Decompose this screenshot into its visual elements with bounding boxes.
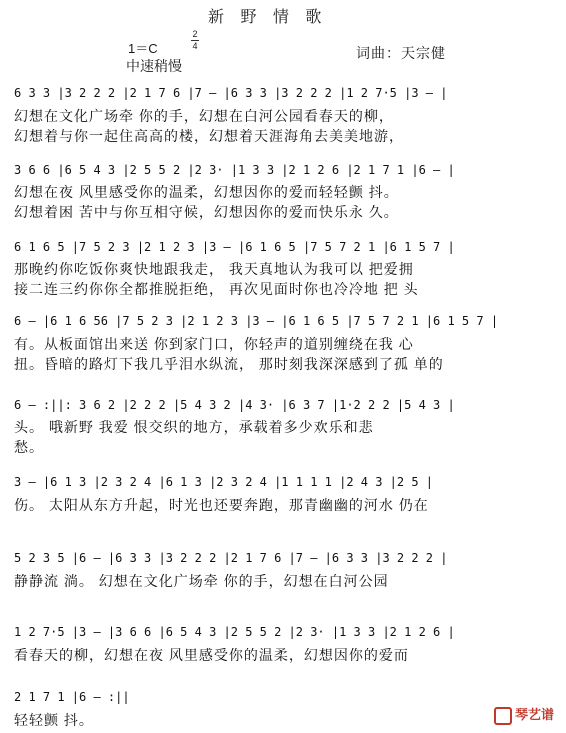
watermark-logo bbox=[494, 704, 554, 725]
lyric-line: 幻想着困 苦中与你互相守候，幻想因你的爱而快乐永 久。 bbox=[14, 204, 399, 220]
lyric-line: 接二连三约你你全都推脱拒绝， 再次见面时你也冷冷地 把 头 bbox=[14, 281, 419, 297]
lyric-line: 有。从板面馆出来送 你到家门口，你轻声的道别缠绕在我 心 bbox=[14, 336, 414, 352]
lyric-line: 幻想在文化广场牵 你的手，幻想在白河公园看春天的柳， bbox=[14, 108, 394, 124]
lyric-line: 扭。昏暗的路灯下我几乎泪水纵流， 那时刻我深深感到了孤 单的 bbox=[14, 356, 444, 372]
lyric-line: 看春天的柳，幻想在夜 风里感受你的温柔，幻想因你的爱而 bbox=[14, 647, 409, 663]
watermark-text: 琴艺谱 bbox=[514, 707, 554, 723]
lyric-line: 轻轻颤 抖。 bbox=[14, 712, 94, 728]
lyric-line: 幻想着与你一起住高高的楼，幻想着天涯海角去美美地游， bbox=[14, 128, 404, 144]
time-signature bbox=[190, 30, 200, 51]
music-line: 6 — |6 1 6 56 |7 5 2 3 |2 1 2 3 |3 — |6 1 6 5 |7 5 7 2 1 |6 1 5 7 | bbox=[14, 314, 499, 328]
credits: 词曲：天宗健 bbox=[356, 45, 446, 61]
music-line: 3 — |6 1 3 |2 3 2 4 |6 1 3 |2 3 2 4 |1 1 1 1 |2 4 3 |2 5 | bbox=[14, 475, 434, 489]
lyric-line: 静静流 淌。 幻想在文化广场牵 你的手，幻想在白河公园 bbox=[14, 573, 389, 589]
tempo-marking: 中速稍慢 bbox=[126, 58, 182, 74]
music-line: 6 — :||: 3 6 2 |2 2 2 |5 4 3 2 |4 3· |6 3 7 |1·2 2 2 |5 4 3 | bbox=[14, 398, 455, 412]
song-title: 新 野 情 歌 bbox=[208, 9, 328, 26]
lyric-line: 头。 哦新野 我爱 恨交织的地方，承载着多少欢乐和悲 bbox=[14, 419, 374, 435]
music-line: 2 1 7 1 |6 — :|| bbox=[14, 690, 130, 704]
time-signature-top: 2 bbox=[192, 29, 198, 39]
music-line: 6 1 6 5 |7 5 2 3 |2 1 2 3 |3 — |6 1 6 5 |7 5 7 2 1 |6 1 5 7 | bbox=[14, 240, 455, 254]
lyric-line: 幻想在夜 风里感受你的温柔，幻想因你的爱而轻轻颤 抖。 bbox=[14, 184, 399, 200]
time-signature-bottom: 4 bbox=[192, 41, 198, 51]
lyric-line: 伤。 太阳从东方升起，时光也还要奔跑，那青幽幽的河水 仍在 bbox=[14, 497, 429, 513]
lyric-line: 那晚约你吃饭你爽快地跟我走， 我天真地认为我可以 把爱拥 bbox=[14, 261, 414, 277]
music-line: 1 2 7·5 |3 — |3 6 6 |6 5 4 3 |2 5 5 2 |2 3· |1 3 3 |2 1 2 6 | bbox=[14, 625, 455, 639]
music-line: 6 3 3 |3 2 2 2 |2 1 7 6 |7 — |6 3 3 |3 2 2 2 |1 2 7·5 |3 — | bbox=[14, 86, 448, 100]
key-signature: 1＝C bbox=[128, 41, 158, 56]
logo-icon bbox=[494, 707, 512, 725]
music-line: 3 6 6 |6 5 4 3 |2 5 5 2 |2 3· |1 3 3 |2 1 2 6 |2 1 7 1 |6 — | bbox=[14, 163, 455, 177]
music-line: 5 2 3 5 |6 — |6 3 3 |3 2 2 2 |2 1 7 6 |7 — |6 3 3 |3 2 2 2 | bbox=[14, 551, 448, 565]
lyric-line: 愁。 bbox=[14, 439, 44, 455]
